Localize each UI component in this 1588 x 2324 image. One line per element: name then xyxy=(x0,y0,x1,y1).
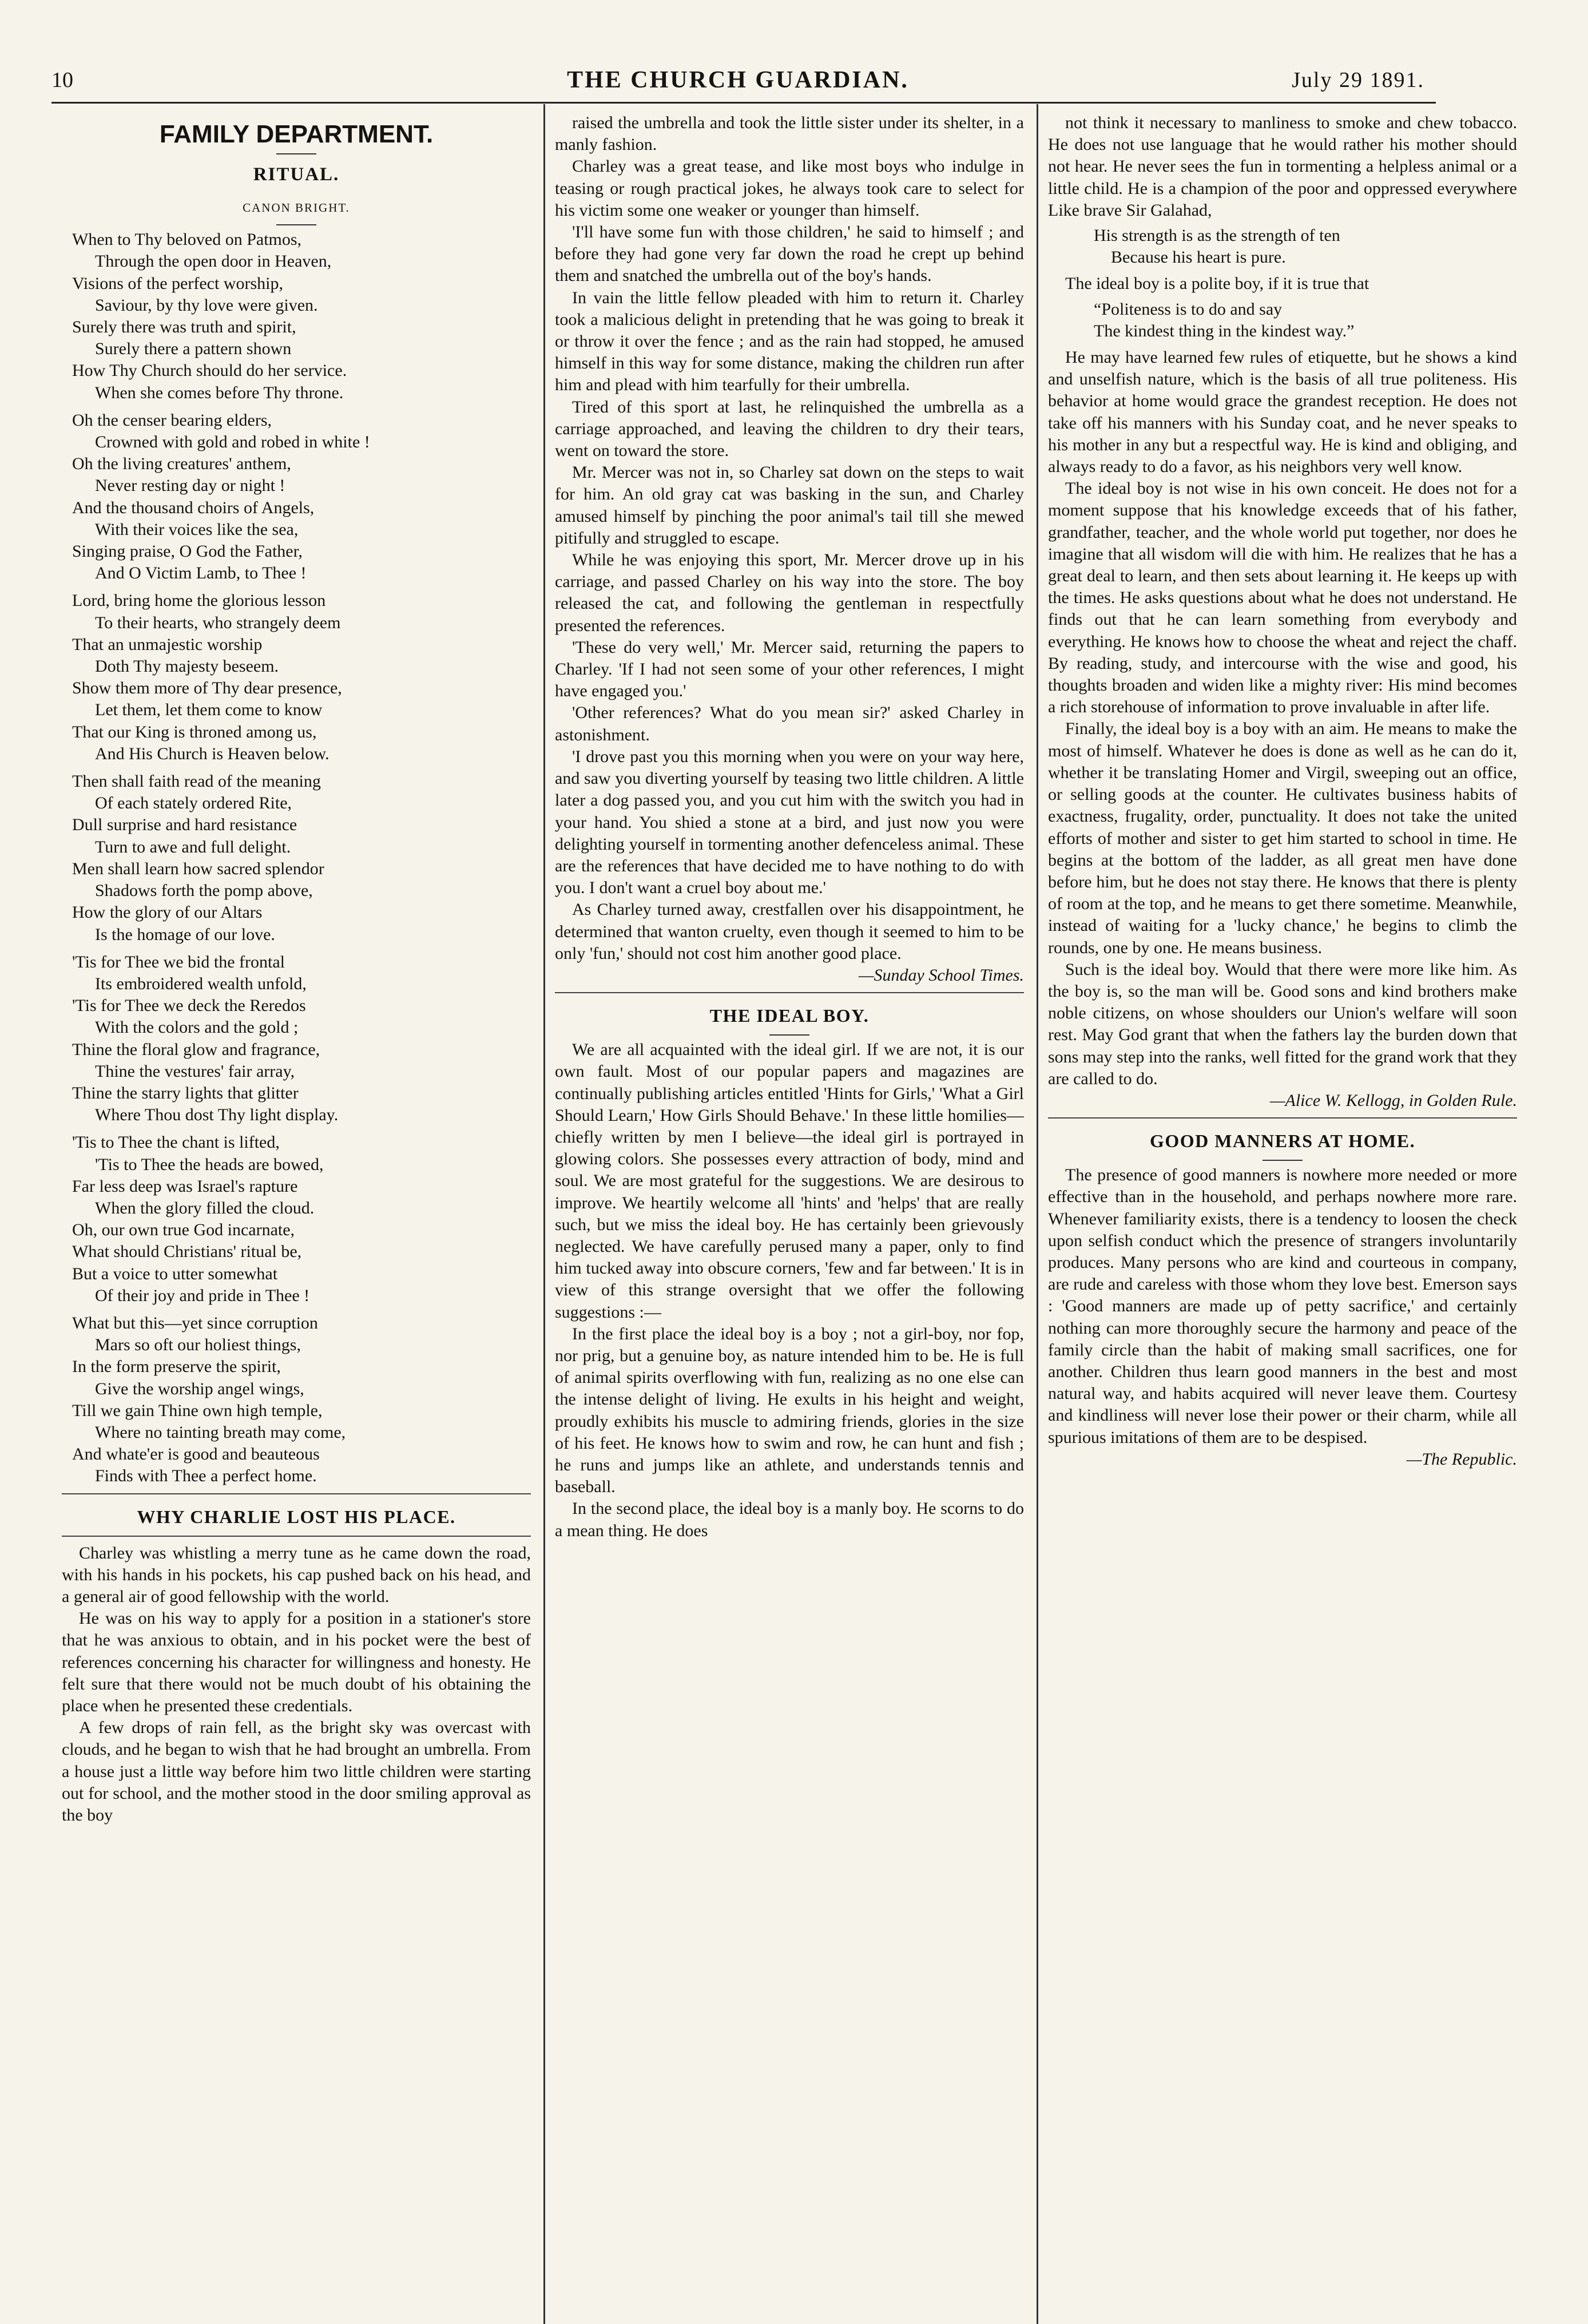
column-1 xyxy=(62,112,531,2321)
issue-date: July 29 1891. xyxy=(1292,68,1424,92)
poem-line: Through the open door in Heaven, xyxy=(95,252,332,271)
poem-stanza xyxy=(72,1312,531,1488)
ideal-boy-paragraph: The ideal boy is not wise in his own conceit. He does not for a moment suppose that his knowledge exceeds that of his father, grandfather, teacher, and the whole world put together, nor does he imagine that all wisdom will die with him. He realizes that he has a great deal to learn, and then sets about learning it. He keeps up with the times. He asks questions about what he does not understand. He finds out that he can learn something from everybody and everything. He knows how to choose the wheat and reject the chaff. By reading, study, and intercourse with the wise and good, his thoughts broaden and widen like a mighty river: His mind becomes a rich storehouse of information to prove invaluable in after life. xyxy=(1048,479,1517,717)
poem-line: To their hearts, who strangely deem xyxy=(95,613,341,632)
galahad-quote xyxy=(1094,225,1517,268)
polite-intro: The ideal boy is a polite boy, if it is true that xyxy=(1065,274,1369,294)
poem-line: Lord, bring home the glorious lesson xyxy=(72,591,326,610)
ideal-boy-paragraph: He may have learned few rules of etiquette, but he shows a kind and unselfish nature, which is the basis of all true politeness. His behavior at home would grace the grandest reception. He does not take off his manners with his Sunday coat, and he never speaks to his mother in any but a respectful way. He is kind and obliging, and always ready to do a favor, as his neighbors very well know. xyxy=(1048,348,1517,477)
column-rule-1 xyxy=(543,104,545,2324)
story-body xyxy=(62,1542,531,1827)
poem-line: And His Church is Heaven below. xyxy=(95,744,329,763)
masthead xyxy=(51,68,1424,101)
ideal-boy-paragraph: not think it necessary to manliness to smoke and chew tobacco. He does not use language that he would rather his mother should not hear. He never sees the fun in tormenting a helpless animal or a little child. He is a champion of the poor and oppressed everywhere Like brave Sir Galahad, xyxy=(1048,113,1517,220)
page-number: 10 xyxy=(51,68,73,92)
ideal-boy-continued xyxy=(1048,112,1517,221)
story-paragraph: Mr. Mercer was not in, so Charley sat down on the steps to wait for him. An old gray cat was basking in the sun, and Charley amused himself by pinching the poor animal's tail till she mewed pitifully and struggled to escape. xyxy=(555,463,1024,548)
quote-line: His strength is as the strength of ten xyxy=(1094,226,1340,245)
poem-line: Where no tainting breath may come, xyxy=(95,1422,346,1442)
poem-line: How Thy Church should do her service. xyxy=(72,361,347,380)
divider xyxy=(62,1493,531,1494)
poem-line: Dull surprise and hard resistance xyxy=(72,815,297,835)
poem-stanza xyxy=(72,229,531,404)
poem-line: Till we gain Thine own high temple, xyxy=(72,1401,323,1420)
poem-line: Oh the censer bearing elders, xyxy=(72,410,272,430)
good-manners-citation: —The Republic. xyxy=(1406,1449,1517,1469)
poem-line: Show them more of Thy dear presence, xyxy=(72,679,342,698)
story-paragraph: 'Other references? What do you mean sir?' asked Charley in astonishment. xyxy=(555,703,1024,744)
paper-title: THE CHURCH GUARDIAN. xyxy=(567,67,909,93)
poem-line: Thine the vestures' fair array, xyxy=(95,1061,295,1081)
poem-line: Then shall faith read of the meaning xyxy=(72,772,321,791)
department-heading: FAMILY DEPARTMENT. xyxy=(159,120,434,148)
divider xyxy=(769,1034,809,1036)
poem-stanza xyxy=(72,951,531,1127)
poem-line: What but this—yet since corruption xyxy=(72,1313,318,1332)
poem-ritual xyxy=(62,229,531,1487)
poem-line: And the thousand choirs of Angels, xyxy=(72,498,315,517)
story-paragraph: 'I drove past you this morning when you were on your way here, and saw you diverting yourself by teasing two little children. A little later a dog passed you, and you cut him with the switch you had in your hand. You shied a stone at a bird, and just now you were delighting yourself in tormenting another defenceless animal. These are the references that have decided me to have nothing to do with you. I don't want a cruel boy about me.' xyxy=(555,747,1024,898)
ideal-boy-paragraph: In the first place the ideal boy is a boy ; not a girl-boy, nor fop, nor prig, but a genuine boy, as nature intended him to be. He is full of animal spirits overflowing with fun, realizing as no one else can the intense delight of living. He exults in his height and weight, proudly exhibits his muscle to admiring friends, glories in the size of his feet. He knows how to swim and row, he can hunt and fish ; he runs and jumps like an athlete, and understands tennis and baseball. xyxy=(555,1324,1024,1497)
ideal-boy-title: THE IDEAL BOY. xyxy=(709,1005,870,1026)
ideal-boy-paragraph: We are all acquainted with the ideal girl. If we are not, it is our own fault. Most of our popular papers and magazines are continually publishing articles entitled 'Hints for Girls,' 'What a Girl Should Learn,' How Girls Should Behave.' In these little homilies—chiefly written by men I believe—the ideal girl is portrayed in glowing colors. She possesses every attraction of body, mind and soul. We are most grateful for the suggestions. We are desirous to improve. We heartily welcome all 'hints' and 'helps' that are really such, but we miss the ideal boy. He has certainly been grievously neglected. We have carefully perused many a paper, only to find him tucked away into obscure corners, 'few and far between.' It is in view of this strange oversight that we offer the following suggestions :— xyxy=(555,1040,1024,1322)
poem-author: CANON BRIGHT. xyxy=(243,201,350,215)
poem-line: What should Christians' ritual be, xyxy=(72,1242,302,1262)
poem-line: Shadows forth the pomp above, xyxy=(95,881,313,901)
poem-line: Its embroidered wealth unfold, xyxy=(95,974,307,993)
story-citation: —Sunday School Times. xyxy=(858,965,1024,985)
column-rule-2 xyxy=(1037,104,1038,2324)
divider xyxy=(1263,1160,1303,1161)
quote-line: “Politeness is to do and say xyxy=(1094,299,1283,319)
poem-line: Oh, our own true God incarnate, xyxy=(72,1220,295,1240)
poem-line: That our King is throned among us, xyxy=(72,722,317,741)
poem-line: Visions of the perfect worship, xyxy=(72,273,283,293)
story-paragraph: 'These do very well,' Mr. Mercer said, returning the papers to Charley. 'If I had not seen some of your other references, I might have engaged you.' xyxy=(555,637,1024,701)
poem-line: Oh the living creatures' anthem, xyxy=(72,454,291,474)
divider xyxy=(1048,1117,1517,1119)
poem-stanza xyxy=(72,1132,531,1307)
poem-line: Thine the starry lights that glitter xyxy=(72,1083,299,1102)
poem-line: Crowned with gold and robed in white ! xyxy=(95,433,370,452)
quote-line: Because his heart is pure. xyxy=(1111,248,1286,267)
story-paragraph: raised the umbrella and took the little sister under its shelter, in a manly fashion. xyxy=(555,113,1024,154)
story-paragraph: In vain the little fellow pleaded with him to return it. Charley took a malicious delight in pretending that he was going to break it or throw it over the fence ; and as the rain had stopped, he amused himself in this way for some distance, making the children run after him and plead with him tearfully for their umbrella. xyxy=(555,288,1024,395)
story-paragraph: Charley was whistling a merry tune as he came down the road, with his hands in his pockets, his cap pushed back on his head, and a general air of good fellowship with the world. xyxy=(62,1543,531,1606)
poem-line: Of each stately ordered Rite, xyxy=(95,794,292,813)
ideal-boy-paragraph: Finally, the ideal boy is a boy with an aim. He means to make the most of himself. Whatever he does is done as well as he can do it, whether it be translating Homer and Virgil, sweeping out an office, or selling goods at the counter. He cultivates business habits of exactness, frugality, order, punctuality. It does not take the united efforts of mother and sister to get him started to school in time. He begins at the bottom of the ladder, as all great men have done before him, but he does not stay there. He knows that there is plenty of room at the top, and he means to get there sometime. Meanwhile, instead of waiting for a 'lucky chance,' he begins to climb the rounds, one by one. He means business. xyxy=(1048,719,1517,957)
story-title: WHY CHARLIE LOST HIS PLACE. xyxy=(137,1506,456,1527)
politeness-quote xyxy=(1094,299,1517,342)
ideal-boy-body xyxy=(555,1039,1024,1542)
poem-line: Doth Thy majesty beseem. xyxy=(95,657,279,676)
story-paragraph: As Charley turned away, crestfallen over his disappointment, he determined that wanton cruelty, even though it seemed to him to be only 'fun,' should not cost him another good place. xyxy=(555,900,1024,963)
divider xyxy=(276,224,316,225)
poem-line: Is the homage of our love. xyxy=(95,925,275,944)
story-paragraph: A few drops of rain fell, as the bright sky was overcast with clouds, and he began to wish that he had brought an umbrella. From a house just a little way before him two little children were starting out for school, and the mother stood in the door smiling approval as the boy xyxy=(62,1718,531,1825)
poem-line: Never resting day or night ! xyxy=(95,476,285,495)
column-2 xyxy=(555,112,1024,2321)
poem-line: 'Tis for Thee we bid the frontal xyxy=(72,952,285,971)
good-manners-body: The presence of good manners is nowhere more needed or more effective than in the household, and perhaps nowhere more rare. Whenever familiarity exists, there is a tendency to loosen the check upon selfish conduct which the presence of strangers involuntarily produces. Many persons who are kind and courteous in company, are rude and careless with those whom they love best. Emerson says : 'Good manners are made up of petty sacrifice,' and certainly nothing can more thoroughly secure the harmony and peace of the family circle than the habit of making small sacrifices, one for another. Children thus learn good manners in the best and most natural way, and habits acquired will never leave them. Courtesy and kindliness will never lose their power or their charm, while all spurious imitations of them are to be despised. xyxy=(1048,1165,1517,1447)
poem-stanza xyxy=(72,590,531,765)
poem-line: How the glory of our Altars xyxy=(72,903,263,922)
poem-line: Far less deep was Israel's rapture xyxy=(72,1176,298,1196)
poem-line: 'Tis to Thee the heads are bowed, xyxy=(95,1155,324,1174)
poem-line: Saviour, by thy love were given. xyxy=(95,295,318,315)
poem-line: Surely there a pattern shown xyxy=(95,339,292,359)
poem-line: Surely there was truth and spirit, xyxy=(72,318,296,337)
story-continued xyxy=(555,112,1024,965)
poem-line: With their voices like the sea, xyxy=(95,519,299,539)
poem-line: That an unmajestic worship xyxy=(72,634,263,654)
poem-line: Give the worship angel wings, xyxy=(95,1379,304,1398)
ideal-boy-paragraph: In the second place, the ideal boy is a manly boy. He scorns to do a mean thing. He does xyxy=(555,1499,1024,1540)
poem-line: In the form preserve the spirit, xyxy=(72,1357,281,1377)
column-3 xyxy=(1048,112,1517,2321)
poem-line: Men shall learn how sacred splendor xyxy=(72,859,324,878)
poem-line: Singing praise, O God the Father, xyxy=(72,542,303,561)
poem-line: Where Thou dost Thy light display. xyxy=(95,1105,339,1125)
poem-line: Finds with Thee a perfect home. xyxy=(95,1466,317,1486)
poem-title: RITUAL. xyxy=(253,164,340,185)
poem-line: When to Thy beloved on Patmos, xyxy=(72,230,302,249)
story-paragraph: Tired of this sport at last, he relinquished the umbrella as a carriage approached, and leaving the children to dry their tears, went on toward the store. xyxy=(555,397,1024,461)
poem-line: When she comes before Thy throne. xyxy=(95,383,344,402)
poem-line: 'Tis to Thee the chant is lifted, xyxy=(72,1133,280,1152)
ideal-boy-citation: —Alice W. Kellogg, in Golden Rule. xyxy=(1269,1090,1517,1110)
poem-line: 'Tis for Thee we deck the Reredos xyxy=(72,996,306,1016)
poem-line: And whate'er is good and beauteous xyxy=(72,1445,320,1464)
good-manners-title: GOOD MANNERS AT HOME. xyxy=(1149,1131,1416,1152)
poem-line: Thine the floral glow and fragrance, xyxy=(72,1040,320,1059)
story-paragraph: While he was enjoying this sport, Mr. Mercer drove up in his carriage, and passed Charley on his way into the store. The boy released the cat, and following the gentleman in respectfully presented the references. xyxy=(555,550,1024,635)
poem-line: But a voice to utter somewhat xyxy=(72,1264,278,1283)
divider xyxy=(276,153,316,154)
poem-line: With the colors and the gold ; xyxy=(95,1018,299,1037)
divider xyxy=(62,1536,531,1537)
story-paragraph: He was on his way to apply for a position in a stationer's store that he was anxious to obtain, and in his pocket were the best of references concerning his character for willingness and honesty. He felt sure that there would not be much doubt of his obtaining the place when he presented these credentials. xyxy=(62,1609,531,1715)
divider xyxy=(555,992,1024,993)
poem-stanza xyxy=(72,410,531,585)
poem-line: Of their joy and pride in Thee ! xyxy=(95,1286,310,1305)
poem-line: Let them, let them come to know xyxy=(95,700,323,720)
poem-line: Turn to awe and full delight. xyxy=(95,837,291,856)
poem-line: Mars so oft our holiest things, xyxy=(95,1335,301,1355)
poem-line: And O Victim Lamb, to Thee ! xyxy=(95,564,307,583)
poem-line: When the glory filled the cloud. xyxy=(95,1198,315,1217)
story-paragraph: Charley was a great tease, and like most boys who indulge in teasing or rough practical jokes, he always took care to select for his victim some one weaker or younger than himself. xyxy=(555,157,1024,220)
header-rule xyxy=(51,102,1436,104)
story-paragraph: 'I'll have some fun with those children,' he said to himself ; and before they had gone very far down the road he crept up behind them and snatched the umbrella out of the boy's hands. xyxy=(555,223,1024,285)
poem-stanza xyxy=(72,771,531,946)
ideal-boy-continued-2 xyxy=(1048,347,1517,1090)
quote-line: The kindest thing in the kindest way.” xyxy=(1094,321,1355,340)
ideal-boy-paragraph: Such is the ideal boy. Would that there were more like him. As the boy is, so the man will be. Good sons and kind brothers make noble citizens, on whose shoulders our Union's welfare will soon rest. May God grant that when the fathers lay the burden down that sons may step into the ranks, well fitted for the grand work that they are called to do. xyxy=(1048,959,1517,1088)
